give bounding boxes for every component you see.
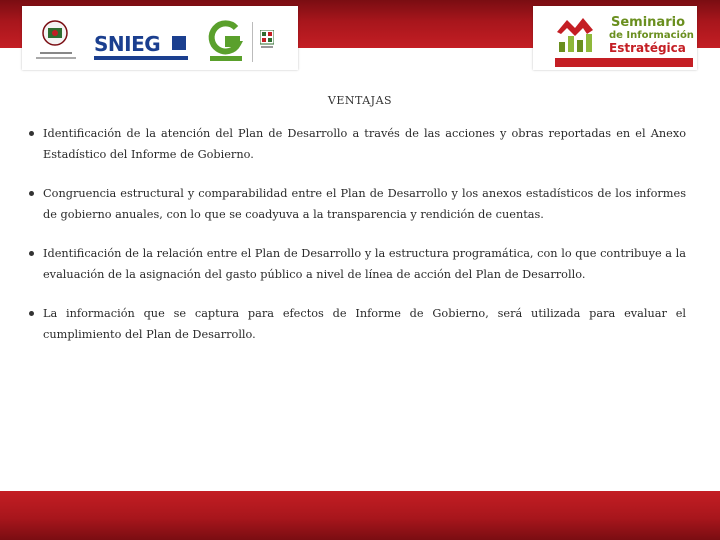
list-item: [28, 183, 686, 225]
list-item: [28, 243, 686, 285]
list-item: [28, 303, 686, 345]
page-title: VENTAJAS: [327, 94, 393, 107]
partner-logos-box: [22, 6, 298, 70]
seal-caption-icon: [36, 50, 76, 62]
g-grande-logo-icon: [206, 20, 246, 64]
seminario-logo-box: [533, 6, 697, 70]
logo-divider: [252, 22, 253, 62]
snieg-subtitle-bar: [94, 56, 188, 60]
list-item-text: Identificación de la atención del Plan de Desarrollo a través de las acciones y obras reportadas en el Anexo Estadístico del Informe de Gobierno.: [43, 127, 686, 161]
seminario-strip: [555, 58, 693, 67]
footer-band: [0, 491, 720, 540]
bullet-dot-icon: [29, 191, 34, 196]
bullet-dot-icon: [29, 311, 34, 316]
snieg-mark-icon: [172, 36, 186, 50]
seminario-title-line2: de Información: [609, 30, 694, 41]
bullet-dot-icon: [29, 131, 34, 136]
list-item-text: Congruencia estructural y comparabilidad entre el Plan de Desarrollo y los anexos estadísticos de los informes de gobierno anuales, con lo que se coadyuva a la transparencia y rendición de cuentas.: [43, 187, 686, 221]
bullet-dot-icon: [29, 251, 34, 256]
seminario-title-line3: Estratégica: [609, 41, 686, 55]
list-item: [28, 123, 686, 165]
seminario-title-line1: Seminario: [611, 15, 686, 30]
list-item-text: La información que se captura para efectos de Informe de Gobierno, será utilizada para evaluar el cumplimiento del Plan de Desarrollo.: [43, 307, 686, 341]
seminario-logo-icon: [553, 14, 603, 54]
state-seal-icon: [42, 20, 68, 46]
ventajas-list: [28, 123, 686, 363]
gob-emblem-icon: [260, 30, 274, 50]
list-item-text: Identificación de la relación entre el Plan de Desarrollo y la estructura programática, con lo que contribuye a la evaluación de la asignación del gasto público a nivel de línea de acción del Plan de Desarrollo.: [43, 247, 686, 281]
snieg-logo-text: SNIEG: [94, 32, 161, 56]
